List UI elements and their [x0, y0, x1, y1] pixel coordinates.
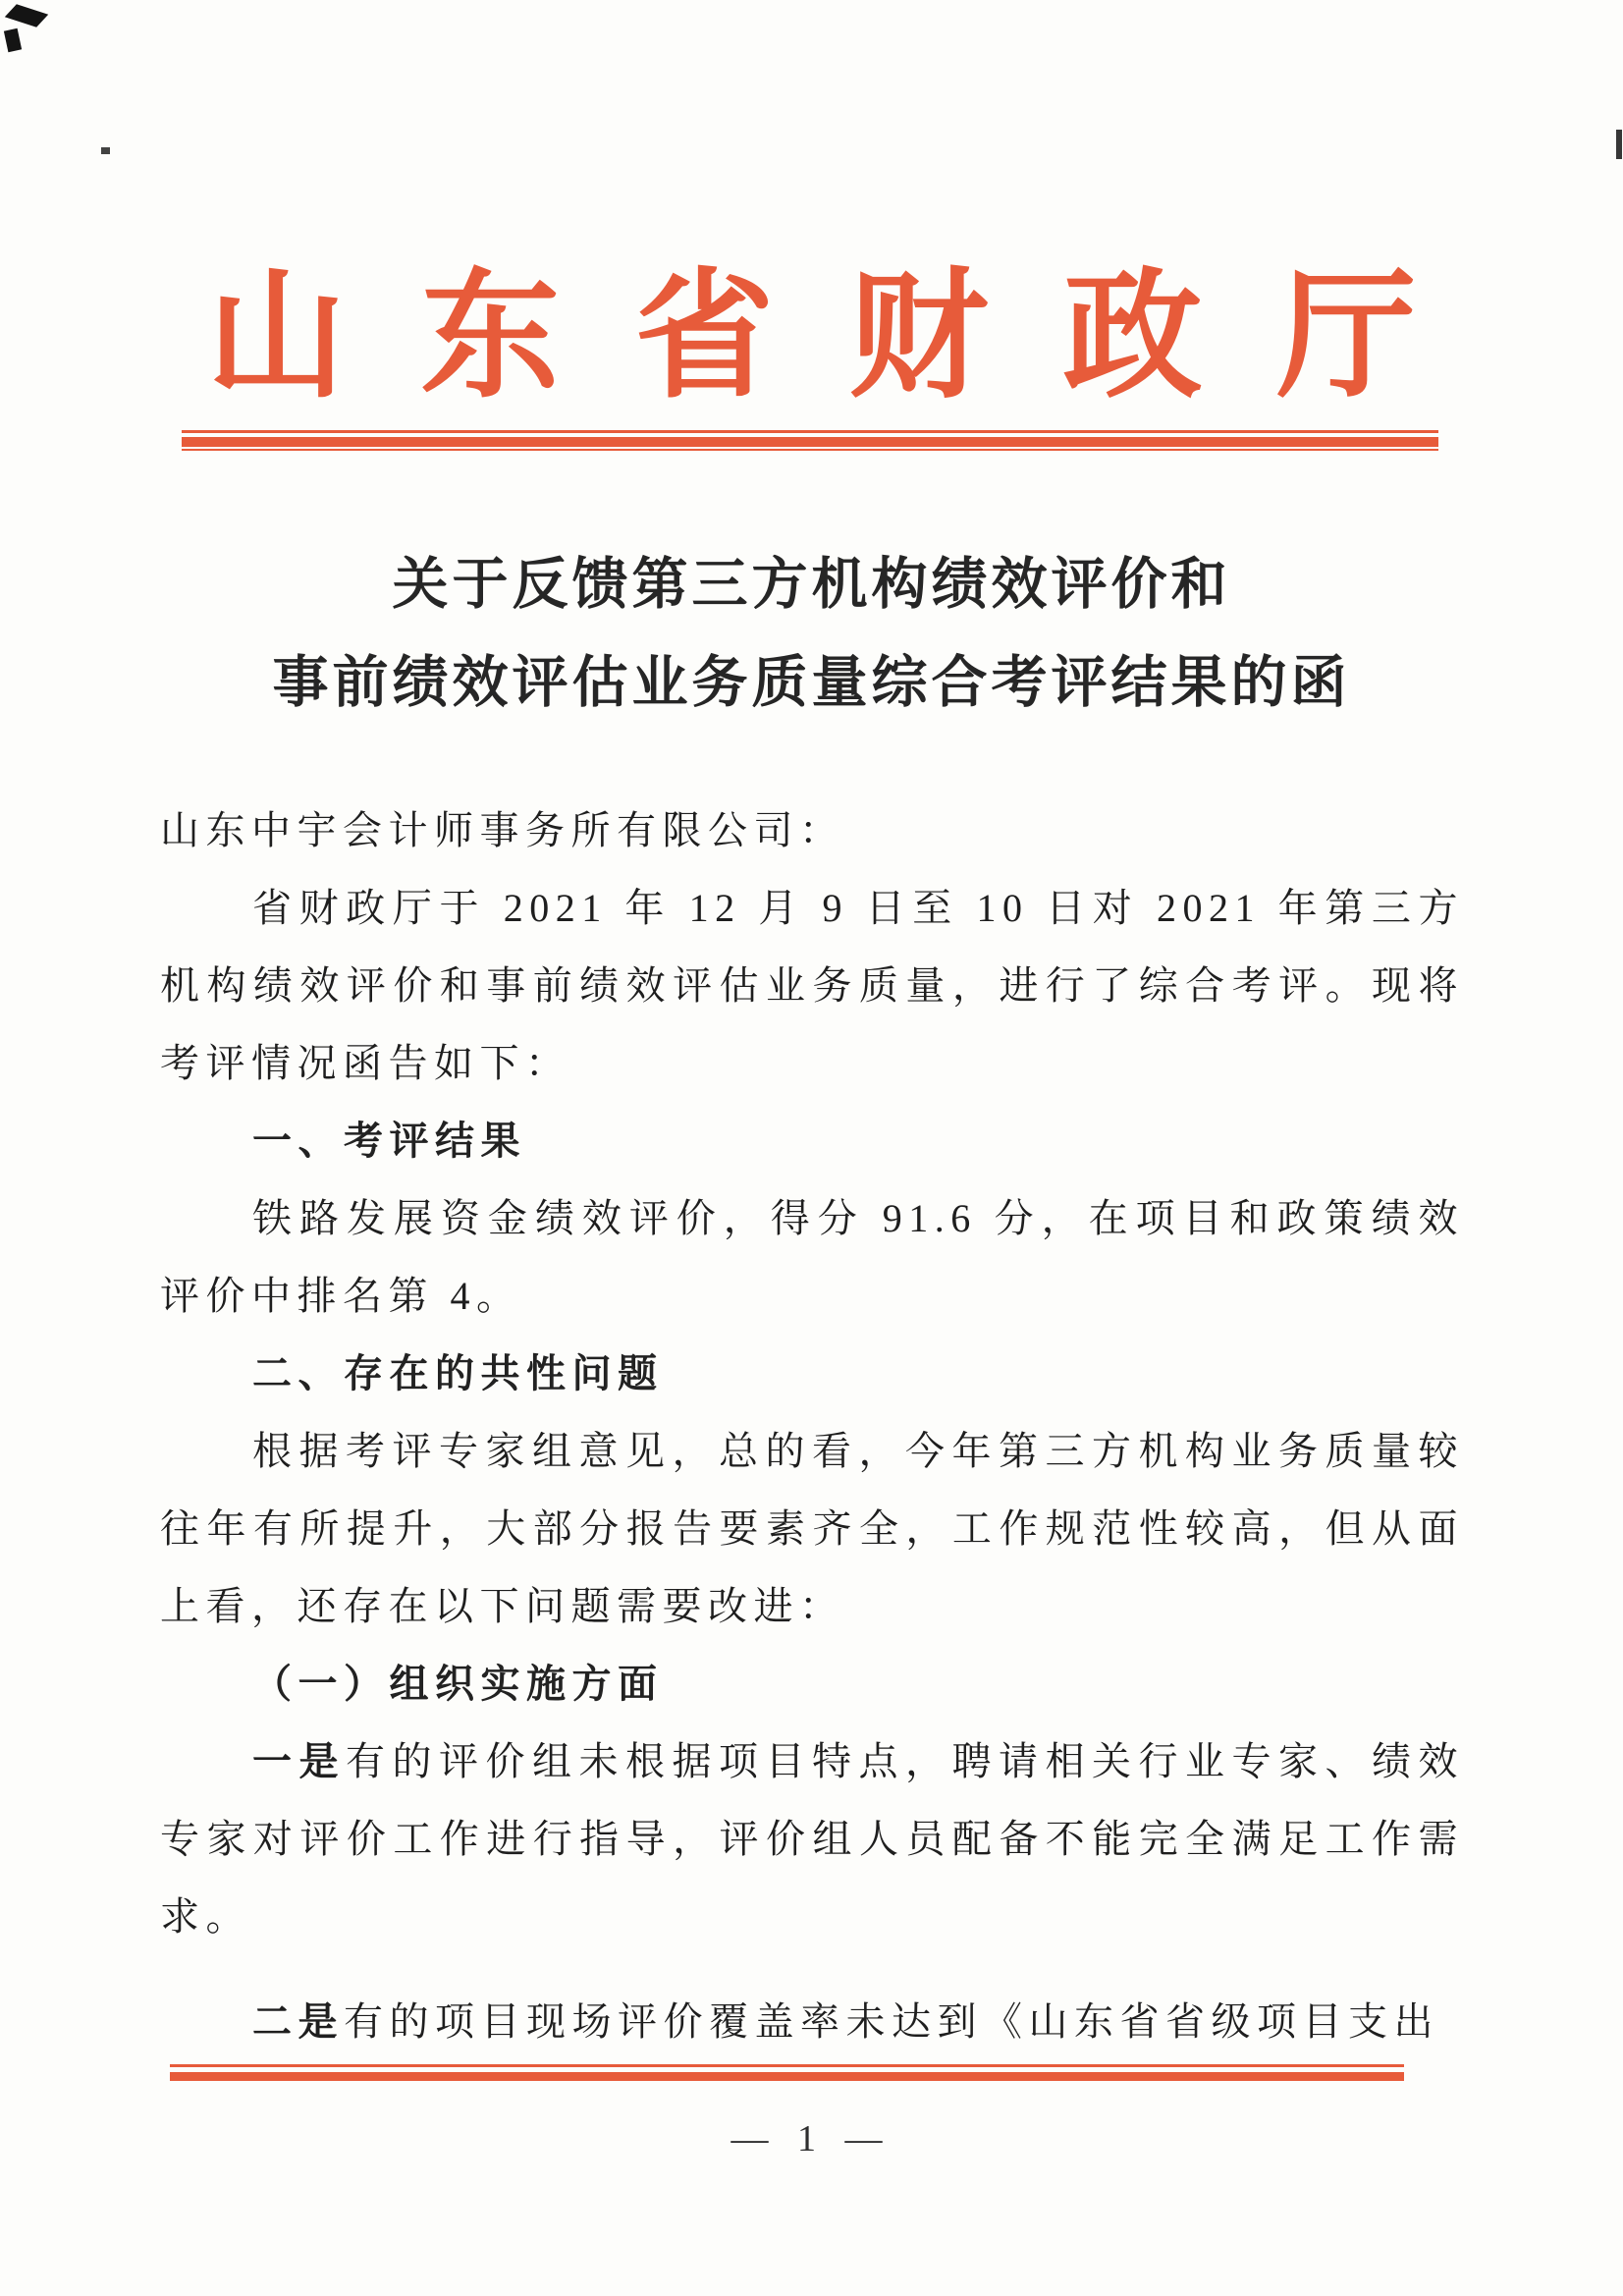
letterhead-agency-title: 山东省财政厅 [206, 259, 1491, 414]
section-2-heading: 二、存在的共性问题 [252, 1351, 664, 1395]
section-2-paragraph: 根据考评专家组意见，总的看，今年第三方机构业务质量较往年有所提升，大部分报告要素齐全，工作规范性较高，但从面上看，还存在以下问题需要改进： [160, 1429, 1464, 1628]
point-1-text: 有的评价组未根据项目特点，聘请相关行业专家、绩效专家对评价工作进行指导，评价组人员配备不能完全满足工作需求。 [160, 1739, 1464, 1939]
point-1-paragraph [160, 1722, 1464, 1955]
section-1-heading: 一、考评结果 [252, 1119, 526, 1163]
document-title-line1: 关于反馈第三方机构绩效评价和 [392, 554, 1231, 616]
point-2-text: 有的项目现场评价覆盖率未达到《山东省省级项目支出 [344, 1999, 1439, 2044]
document-title-line2: 事前绩效评估业务质量综合考评结果的函 [272, 652, 1351, 714]
subsection-1-heading: （一）组织实施方面 [252, 1662, 664, 1706]
scan-artifact [4, 28, 22, 52]
scan-artifact [5, 4, 48, 27]
recipient-line: 山东中宇会计师事务所有限公司： [160, 808, 845, 852]
scan-artifact [101, 147, 110, 154]
point-1-lead: 一是 [252, 1739, 346, 1783]
document-title [0, 536, 1623, 733]
point-2-paragraph [160, 1983, 1464, 2060]
section-1-paragraph: 铁路发展资金绩效评价，得分 91.6 分，在项目和政策绩效评价中排名第 4。 [160, 1196, 1464, 1318]
scan-artifact [1616, 130, 1622, 159]
intro-paragraph: 省财政厅于 2021 年 12 月 9 日至 10 日对 2021 年第三方机构绩效评价和事前绩效评估业务质量，进行了综合考评。现将考评情况函告如下： [160, 886, 1464, 1085]
document-body [160, 792, 1464, 2060]
point-2-lead: 二是 [252, 1999, 344, 2044]
letterhead-divider-rule [182, 430, 1438, 451]
page-number: — 1 — [730, 2118, 893, 2159]
footer-divider-rule [170, 2064, 1404, 2081]
